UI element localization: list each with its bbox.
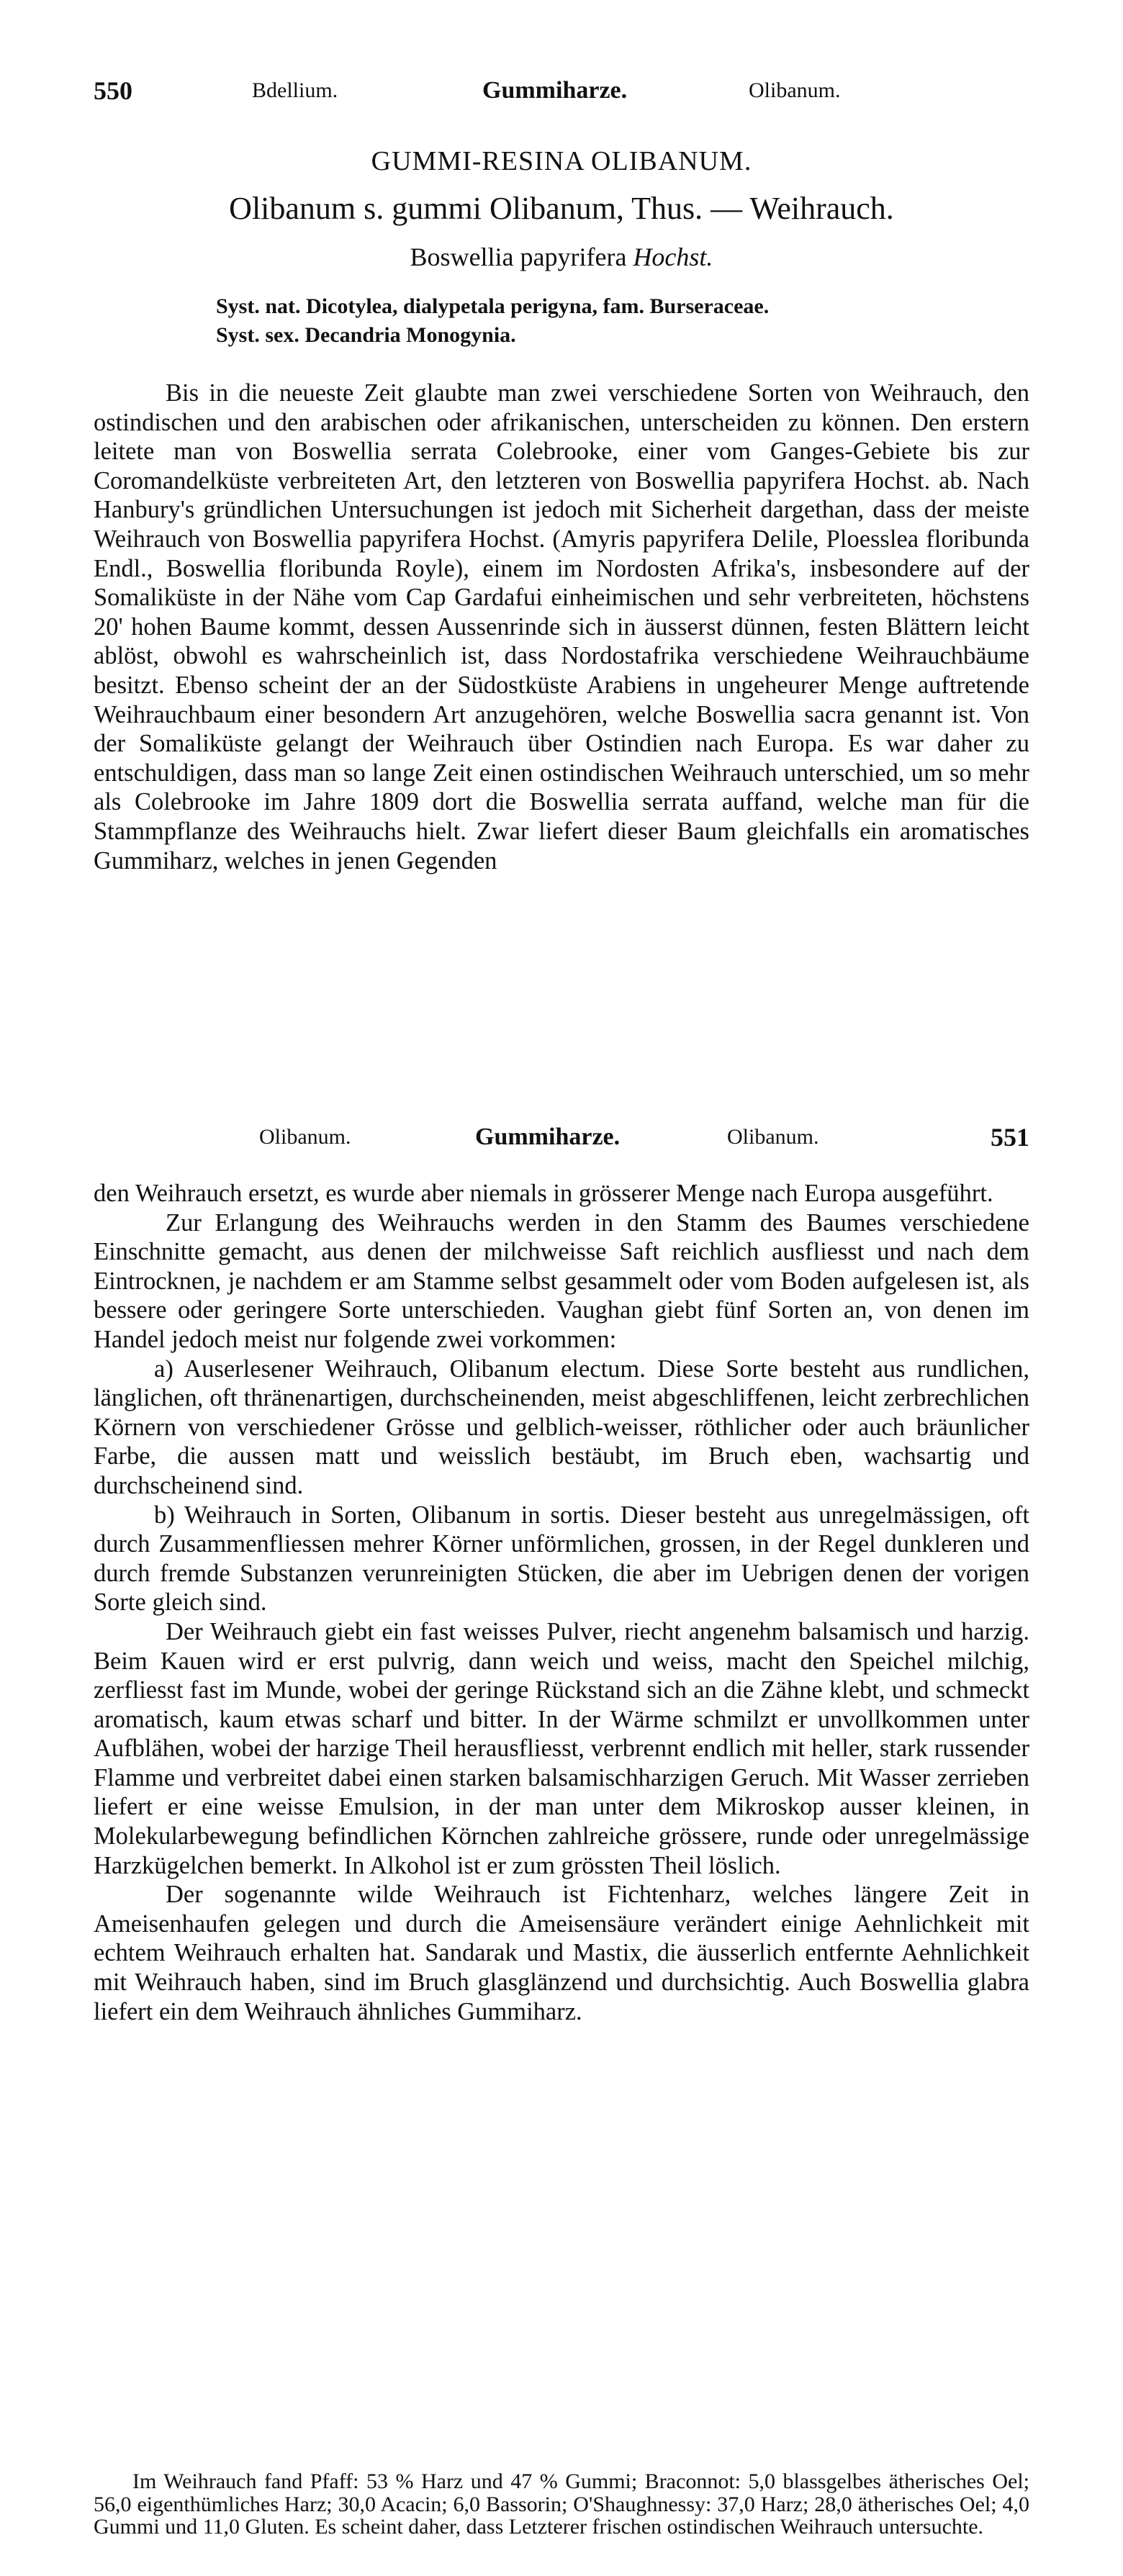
running-head xyxy=(94,1116,1029,1159)
running-head-center: Gummiharze. xyxy=(482,77,628,104)
running-head-left: Bdellium. xyxy=(252,78,338,102)
list-item-b: b) Weihrauch in Sorten, Olibanum in sortis. Dieser besteht aus unregelmässigen, oft durch Zusammenfliessen mehrer Körner unförmlichen, grossen, in der Regel dunkleren und durch fremde Substanzen verunreinigten Stücken, die aber im Uebrigen denen der vorigen Sorte gleich sind. xyxy=(94,1501,1029,1617)
list-item-a: a) Auserlesener Weihrauch, Olibanum electum. Diese Sorte besteht aus rundlichen, länglichen, oft thränenartigen, durchscheinenden, meist abgeschliffenen, leicht zerbrechlichen Körnern von verschiedener Grösse und gelblich-weisser, röthlicher oder auch bräunlicher Farbe, die aussen matt und weisslich bestäubt, im Bruch eben, wachsartig und durchscheinend sind. xyxy=(94,1355,1029,1499)
paragraph: den Weihrauch ersetzt, es wurde aber niemals in grösserer Menge nach Europa ausgeführt. xyxy=(94,1180,993,1207)
running-head-left: Olibanum. xyxy=(259,1125,351,1149)
species-heading xyxy=(94,242,1029,272)
footnote xyxy=(94,2470,1029,2539)
page-number: 551 xyxy=(991,1123,1029,1152)
running-head-right: Olibanum. xyxy=(749,78,841,102)
body-text xyxy=(94,1179,1029,2026)
species-name: Boswellia papyrifera xyxy=(410,243,633,271)
running-head-center: Gummiharze. xyxy=(475,1124,621,1150)
syst-nat: Syst. nat. Dicotylea, dialypetala perigyna, fam. Burseraceae. xyxy=(216,294,770,318)
paragraph: Bis in die neueste Zeit glaubte man zwei verschiedene Sorten von Weihrauch, den ostindischen und den arabischen oder afrikanischen, unterscheiden zu können. Den erstern leitete man von Boswellia serrata Colebrooke, einer vom Ganges-Gebiete bis zur Coromandelküste verbreiteten Art, den letzteren von Boswellia papyrifera Hochst. ab. Nach Hanbury's gründlichen Untersuchungen ist jedoch mit Sicherheit dargethan, dass der meiste Weihrauch von Boswellia papyrifera Hochst. (Amyris papyrifera Delile, Ploesslea floribunda Endl., Boswellia floribunda Royle), einem im Nordosten Afrika's, insbesondere auf der Somaliküste in der Nähe vom Cap Gardafui einheimischen und sehr verbreiteten, höchstens 20' hohen Baume kommt, dessen Aussenrinde sich in äusserst dünnen, festen Blättern leicht ablöst, obwohl es wahrscheinlich ist, dass Nordostafrika verschiedene Weihrauchbäume besitzt. Ebenso scheint der an der Südostküste Arabiens in ungeheurer Menge auftretende Weihrauchbaum einer besondern Art anzugehören, welche Boswellia sacra genannt ist. Von der Somaliküste gelangt der Weihrauch über Ostindien nach Europa. Es war daher zu entschuldigen, dass man so lange Zeit einen ostindischen Weihrauch unterschied, um so mehr als Colebrooke im Jahre 1809 dort die Boswellia serrata auffand, welche man für die Stammpflanze des Weihrauchs hielt. Zwar liefert dieser Baum gleichfalls ein aromatisches Gummiharz, welches in jenen Gegenden xyxy=(94,379,1029,875)
syst-sex: Syst. sex. Decandria Monogynia. xyxy=(216,323,516,347)
section-subtitle: Olibanum s. gummi Olibanum, Thus. — Weihrauch. xyxy=(229,191,894,226)
paragraph: Der Weihrauch giebt ein fast weisses Pulver, riecht angenehm balsamisch und harzig. Beim Kauen wird er erst pulvrig, dann weich und weiss, macht den Speichel milchig, zerfliesst fast im Munde, wobei der geringe Rückstand sich an die Zähne klebt, und schmeckt aromatisch, kaum etwas scharf und bitter. In der Wärme schmilzt er unvollkommen unter Aufblähen, wobei der harzige Theil herausfliesst, verbrennt endlich mit heller, stark russender Flamme und verbreitet dabei einen starken balsamischharzigen Geruch. Mit Wasser zerrieben liefert er eine weisse Emulsion, in der man unter dem Mikroskop ausser kleinen, in Molekularbewegung befindlichen Körnchen zahlreiche grössere, runde oder unregelmässige Harzkügelchen bemerkt. In Alkohol ist er zum grössten Theil löslich. xyxy=(94,1617,1029,1879)
species-author: Hochst. xyxy=(633,243,713,271)
paragraph: Der sogenannte wilde Weihrauch ist Fichtenharz, welches längere Zeit in Ameisenhaufen gelegen und durch die Ameisensäure verändert einige Aehnlichkeit mit echtem Weihrauch erhalten hat. Sandarak und Mastix, die äusserlich entfernte Aehnlichkeit mit Weihrauch haben, sind im Bruch glasglänzend und durchsichtig. Auch Boswellia glabra liefert ein dem Weihrauch ähnliches Gummiharz. xyxy=(94,1881,1029,2025)
page-number: 550 xyxy=(94,76,132,105)
running-head-right: Olibanum. xyxy=(727,1125,819,1149)
paragraph: Zur Erlangung des Weihrauchs werden in den Stamm des Baumes verschiedene Einschnitte gemacht, aus denen der milchweisse Saft reichlich ausfliesst und nach dem Eintrocknen, je nachdem er am Stamme selbst gesammelt oder vom Boden aufgelesen ist, als bessere oder geringere Sorte unterschieden. Vaughan giebt fünf Sorten an, von denen im Handel jedoch meist nur folgende zwei vorkommen: xyxy=(94,1208,1029,1353)
section-title: GUMMI-RESINA OLIBANUM. xyxy=(371,146,752,176)
page-550 xyxy=(0,0,1123,1094)
footnote-text: Im Weihrauch fand Pfaff: 53 % Harz und 47 % Gummi; Braconnot: 5,0 blassgelbes ätherisches Oel; 56,0 eigenthümliches Harz; 30,0 Acacin; 6,0 Bassorin; O'Shaughnessy: 37,0 Harz; 28,0 ätherisches Oel; 4,0 Gummi und 11,0 Gluten. Es scheint daher, dass Letzterer frischen ostindischen Weihrauch untersuchte. xyxy=(94,2469,1029,2539)
running-head xyxy=(94,69,1029,112)
page-551 xyxy=(0,1094,1123,2576)
body-text xyxy=(94,379,1029,875)
